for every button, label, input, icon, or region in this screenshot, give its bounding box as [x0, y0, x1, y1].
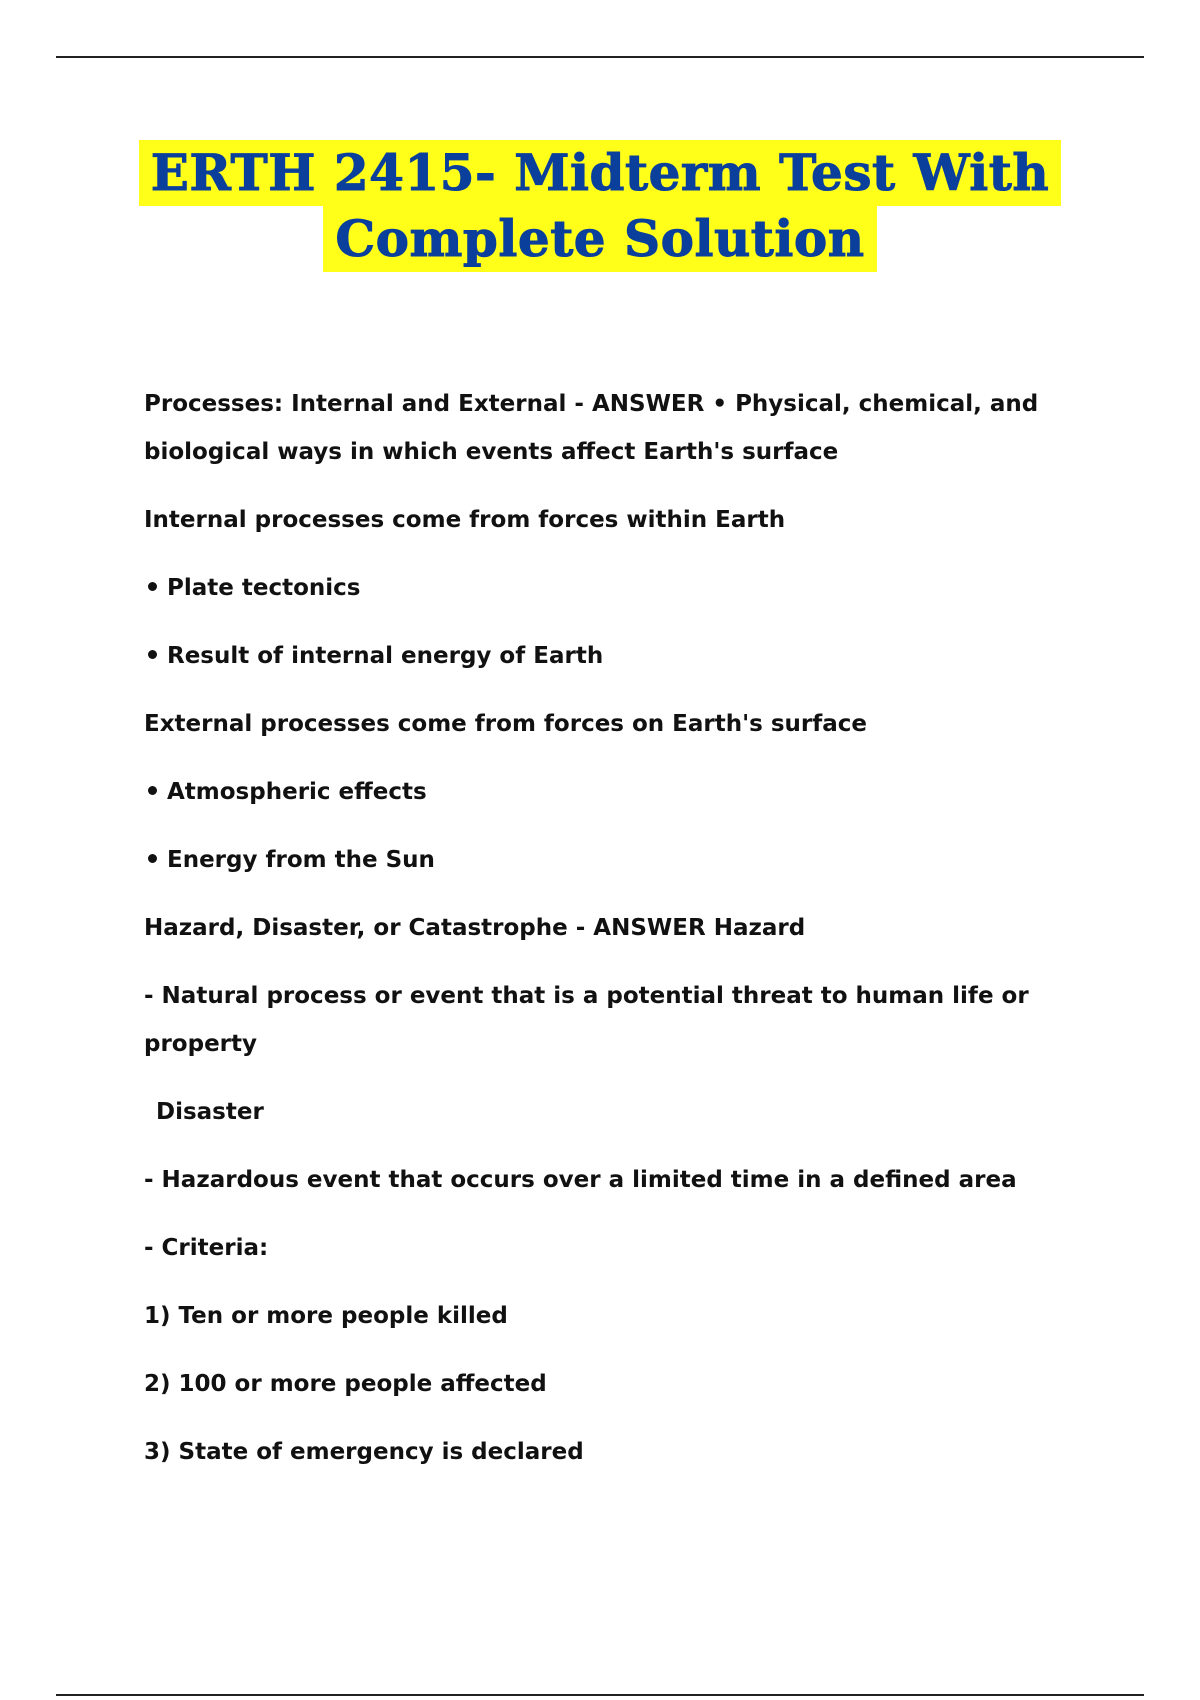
criteria-item: 2) 100 or more people affected [144, 1371, 547, 1397]
document-title [0, 140, 1200, 272]
bottom-rule [56, 1694, 1144, 1696]
bullet-icon [148, 582, 157, 591]
title-line-2: Complete Solution [323, 206, 876, 272]
bullet-item [144, 836, 1104, 904]
intro-paragraph: Processes: Internal and External - ANSWER • Physical, chemical, and biological ways in which events affect Earth's surface [144, 391, 1047, 465]
bullet-text: Energy from the Sun [167, 847, 435, 873]
bullet-icon [148, 650, 157, 659]
bullet-text: Result of internal energy of Earth [167, 643, 604, 669]
bullet-text: Plate tectonics [167, 575, 361, 601]
bullet-item [144, 564, 1104, 632]
document-body [144, 380, 1104, 1496]
external-heading: External processes come from forces on Earth's surface [144, 711, 868, 737]
top-rule [56, 56, 1144, 58]
bullet-icon [148, 786, 157, 795]
bullet-icon [148, 854, 157, 863]
disaster-label: Disaster [156, 1099, 264, 1125]
title-line-1: ERTH 2415- Midterm Test With [139, 140, 1061, 206]
criteria-item: 3) State of emergency is declared [144, 1439, 584, 1465]
criteria-label: - Criteria: [144, 1235, 269, 1261]
internal-heading: Internal processes come from forces within Earth [144, 507, 786, 533]
hazard-definition: - Natural process or event that is a potential threat to human life or property [144, 983, 1037, 1057]
bullet-text: Atmospheric effects [167, 779, 427, 805]
disaster-definition: - Hazardous event that occurs over a limited time in a defined area [144, 1167, 1017, 1193]
criteria-item: 1) Ten or more people killed [144, 1303, 508, 1329]
bullet-item [144, 768, 1104, 836]
bullet-item [144, 632, 1104, 700]
hazard-heading: Hazard, Disaster, or Catastrophe - ANSWER Hazard [144, 915, 806, 941]
